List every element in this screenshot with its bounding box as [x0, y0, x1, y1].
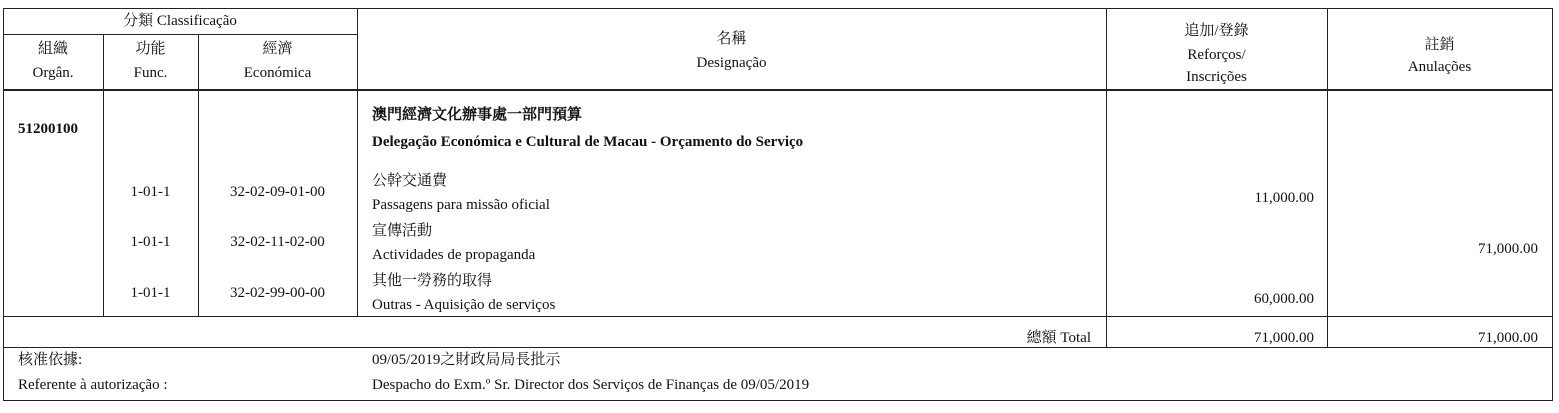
row-1-reinforce: 11,000.00 — [1254, 190, 1314, 206]
body-bottom-line — [3, 316, 1553, 317]
entity-name-zh: 澳門經濟文化辦事處一部門預算 — [372, 107, 583, 123]
total-reinforce: 71,000.00 — [1254, 330, 1314, 346]
row-1-econ: 32-02-09-01-00 — [230, 184, 325, 200]
auth-text-zh: 09/05/2019之財政局局長批示 — [372, 352, 561, 368]
border-bottom — [3, 400, 1553, 401]
row-1-func: 1-01-1 — [130, 184, 171, 200]
auth-label-zh: 核准依據: — [18, 352, 83, 368]
row-2-cancel: 71,000.00 — [1478, 241, 1538, 257]
border-right — [1552, 8, 1553, 401]
header-bottom-line — [3, 89, 1553, 91]
row-2-func: 1-01-1 — [130, 234, 171, 250]
row-3-econ: 32-02-99-00-00 — [230, 285, 325, 301]
header-classification: 分類 Classificação — [123, 13, 237, 29]
header-reinforce-pt2: Inscrições — [1186, 69, 1247, 85]
header-cancel-pt: Anulações — [1407, 59, 1472, 75]
row-3-func: 1-01-1 — [130, 285, 171, 301]
row-2-name-pt: Actividades de propaganda — [372, 247, 536, 263]
header-econ-zh: 經濟 — [262, 41, 293, 57]
header-name-pt: Designação — [696, 55, 767, 71]
header-cancel-zh: 註銷 — [1424, 37, 1455, 53]
header-organ-zh: 組織 — [37, 41, 68, 57]
auth-text-pt: Despacho do Exm.º Sr. Director dos Serviços de Finanças de 09/05/2019 — [372, 377, 810, 393]
entity-name-pt: Delegação Económica e Cultural de Macau - Orçamento do Serviço — [372, 134, 804, 150]
header-organ-pt: Orgân. — [32, 65, 74, 81]
row-1-name-pt: Passagens para missão oficial — [372, 197, 550, 213]
header-func-pt: Func. — [133, 65, 168, 81]
border-top — [3, 8, 1553, 9]
entity-code: 51200100 — [18, 121, 78, 137]
row-3-reinforce: 60,000.00 — [1254, 291, 1314, 307]
header-name-zh: 名稱 — [716, 31, 747, 47]
header-econ-pt: Económica — [243, 65, 312, 81]
header-reinforce-zh: 追加/登錄 — [1184, 23, 1249, 39]
row-3-name-zh: 其他一勞務的取得 — [372, 273, 493, 289]
header-sub-line — [3, 34, 357, 35]
row-3-name-pt: Outras - Aquisição de serviços — [372, 297, 556, 313]
total-bottom-line — [3, 347, 1553, 348]
total-label: 總額 Total — [1026, 330, 1091, 346]
header-reinforce-pt1: Reforços/ — [1187, 47, 1246, 63]
auth-label-pt: Referente à autorização : — [18, 377, 168, 393]
row-2-econ: 32-02-11-02-00 — [230, 234, 325, 250]
header-func-zh: 功能 — [135, 41, 166, 57]
row-1-name-zh: 公幹交通費 — [372, 173, 448, 189]
total-cancel: 71,000.00 — [1478, 330, 1538, 346]
row-2-name-zh: 宣傳活動 — [372, 223, 433, 239]
